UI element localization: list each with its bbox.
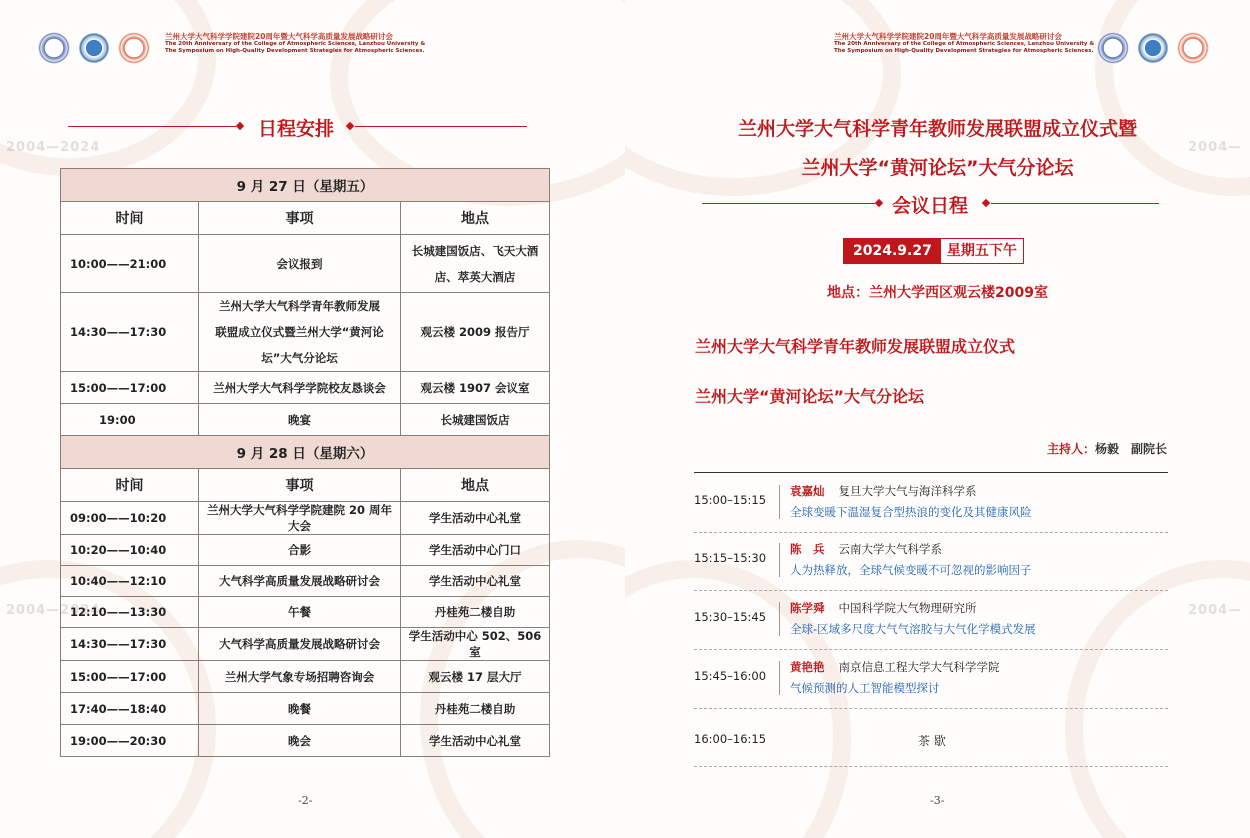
row-item: 大气科学高质量发展战略研讨会 (199, 628, 401, 661)
speaker-affiliation: 云南大学大气科学系 (838, 542, 942, 556)
university-seal-logo (1097, 32, 1129, 64)
talk-time: 15:00–15:15 (694, 493, 767, 507)
row-time: 10:00——21:00 (61, 235, 199, 293)
talk-time: 15:45–16:00 (694, 669, 767, 683)
table-row (61, 693, 550, 725)
talk-divider (779, 661, 780, 695)
row-time: 12:10——13:30 (61, 597, 199, 628)
talk-time: 15:30–15:45 (694, 610, 767, 624)
row-place: 观云楼 17 层大厅 (401, 661, 550, 693)
column-header-time: 时间 (61, 469, 199, 502)
talk-entry (694, 659, 1168, 699)
diamond-icon (982, 199, 990, 207)
talk-topic: 气候预测的人工智能模型探讨 (790, 681, 940, 695)
row-time: 10:40——12:10 (61, 566, 199, 597)
speaker-name: 袁嘉灿 (790, 484, 825, 498)
row-time: 14:30——17:30 (61, 628, 199, 661)
event-header-cn: 兰州大学大气科学学院建院20周年暨大气科学高质量发展战略研讨会 (165, 32, 393, 41)
event-header (834, 32, 1099, 55)
agenda-separator (694, 766, 1168, 767)
event-header (165, 32, 495, 55)
speaker-name: 黄艳艳 (790, 660, 825, 674)
table-row (61, 293, 550, 372)
row-item: 大气科学高质量发展战略研讨会 (199, 566, 401, 597)
row-place: 丹桂苑二楼自助 (401, 597, 550, 628)
event-header-en-1: The 20th Anniversary of the College of Atmospheric Sciences, Lanzhou University & (165, 41, 426, 47)
talk-entry (694, 541, 1168, 581)
subtitle-forum: 兰州大学“黄河论坛”大气分论坛 (695, 387, 925, 406)
tea-break-label: 茶 歇 (918, 734, 946, 748)
table-row (61, 628, 550, 661)
host-label: 主持人： (1046, 442, 1095, 456)
table-row (61, 404, 550, 436)
agenda-separator (694, 532, 1168, 533)
speaker-name: 陈学舜 (790, 601, 825, 615)
forum-title-line-1: 兰州大学大气科学青年教师发展联盟成立仪式暨 (737, 118, 1137, 140)
column-header-place: 地点 (401, 469, 550, 502)
schedule-title: 日程安排 (257, 118, 334, 140)
host-line (1047, 440, 1167, 457)
day-label: 9 月 27 日（星期五） (61, 169, 550, 202)
row-item: 兰州大学气象专场招聘咨询会 (199, 661, 401, 693)
agenda-title: 会议日程 (891, 195, 968, 217)
day-header-row (61, 169, 550, 202)
day-label: 9 月 28 日（星期六） (61, 436, 550, 469)
table-row (61, 372, 550, 404)
talk-speaker (790, 600, 977, 616)
row-place: 学生活动中心门口 (401, 535, 550, 566)
forum-title-line-2: 兰州大学“黄河论坛”大气分论坛 (801, 157, 1074, 179)
row-place: 学生活动中心礼堂 (401, 502, 550, 535)
talk-topic: 人为热释放，全球气候变暖不可忽视的影响因子 (790, 563, 1032, 577)
day-header-row (61, 436, 550, 469)
column-header-row (61, 202, 550, 235)
row-item: 合影 (199, 535, 401, 566)
row-item: 兰州大学大气科学学院校友恳谈会 (199, 372, 401, 404)
column-header-place: 地点 (401, 202, 550, 235)
talk-speaker (790, 483, 977, 499)
page-number: -2- (298, 794, 313, 807)
table-row (61, 597, 550, 628)
row-place: 丹桂苑二楼自助 (401, 693, 550, 725)
column-header-item: 事项 (199, 202, 401, 235)
row-time: 14:30——17:30 (61, 293, 199, 372)
talk-entry (694, 600, 1168, 640)
year-watermark: 2004— (1188, 140, 1243, 155)
row-item: 午餐 (199, 597, 401, 628)
title-rule-right (355, 126, 527, 127)
university-seal-logo (38, 32, 70, 64)
event-header-en-2: The Symposium on High-Quality Development Strategies for Atmospheric Sciences. (834, 48, 1094, 54)
speaker-name: 陈 兵 (790, 542, 825, 556)
college-logo (1137, 32, 1169, 64)
row-place: 学生活动中心 502、506 室 (401, 628, 550, 661)
title-rule-right (991, 203, 1159, 204)
right-page (625, 0, 1250, 838)
event-header-en-1: The 20th Anniversary of the College of Atmospheric Sciences, Lanzhou University & (834, 41, 1095, 47)
row-time: 15:00——17:00 (61, 661, 199, 693)
table-row (61, 235, 550, 293)
host-name: 杨毅 副院长 (1094, 442, 1167, 456)
date-value: 2024.9.27 (844, 239, 941, 263)
row-item: 晚餐 (199, 693, 401, 725)
talk-divider (779, 485, 780, 519)
anniversary-20-logo (118, 32, 150, 64)
row-time: 09:00——10:20 (61, 502, 199, 535)
venue-text: 地点：兰州大学西区观云楼2009室 (827, 285, 1048, 301)
anniversary-20-logo (1177, 32, 1209, 64)
speaker-affiliation: 南京信息工程大学大气科学学院 (838, 660, 1000, 674)
row-time: 10:20——10:40 (61, 535, 199, 566)
table-row (61, 661, 550, 693)
speaker-affiliation: 复旦大学大气与海洋科学系 (838, 484, 977, 498)
row-item: 会议报到 (199, 235, 401, 293)
column-header-row (61, 469, 550, 502)
talk-divider (779, 602, 780, 636)
agenda-top-rule (694, 472, 1168, 473)
table-row (61, 725, 550, 757)
row-item: 兰州大学大气科学青年教师发展联盟成立仪式暨兰州大学“黄河论坛”大气分论坛 (199, 293, 401, 372)
row-place: 长城建国饭店、飞天大酒店、萃英大酒店 (401, 235, 550, 293)
weekday-value: 星期五下午 (946, 243, 1017, 259)
row-item: 晚宴 (199, 404, 401, 436)
table-row (61, 535, 550, 566)
row-place: 学生活动中心礼堂 (401, 725, 550, 757)
year-watermark: 2004—2024 (6, 140, 101, 155)
event-header-cn: 兰州大学大气科学学院建院20周年暨大气科学高质量发展战略研讨会 (834, 32, 1062, 41)
table-row (61, 566, 550, 597)
row-item: 兰州大学大气科学学院建院 20 周年大会 (199, 502, 401, 535)
year-watermark: 2004— (1188, 603, 1243, 618)
table-row (61, 502, 550, 535)
talk-speaker (790, 541, 942, 557)
agenda-separator (694, 590, 1168, 591)
title-rule-left (702, 203, 875, 204)
talk-divider (779, 543, 780, 577)
row-time: 17:40——18:40 (61, 693, 199, 725)
page-number: -3- (930, 794, 945, 807)
talk-speaker (790, 659, 1000, 675)
row-place: 观云楼 2009 报告厅 (401, 293, 550, 372)
row-place: 长城建国饭店 (401, 404, 550, 436)
agenda-separator (694, 708, 1168, 709)
schedule-table (60, 168, 550, 757)
agenda-separator (694, 649, 1168, 650)
college-logo (78, 32, 110, 64)
year-watermark: 2004—2024 (6, 603, 101, 618)
column-header-item: 事项 (199, 469, 401, 502)
row-item: 晚会 (199, 725, 401, 757)
tea-break-time: 16:00–16:15 (694, 732, 767, 746)
column-header-time: 时间 (61, 202, 199, 235)
title-rule-left (68, 126, 236, 127)
talk-topic: 全球-区域多尺度大气气溶胶与大气化学模式发展 (790, 622, 1036, 636)
row-time: 19:00 (61, 404, 199, 436)
talk-time: 15:15–15:30 (694, 551, 767, 565)
talk-entry (694, 483, 1168, 523)
row-time: 19:00——20:30 (61, 725, 199, 757)
row-time: 15:00——17:00 (61, 372, 199, 404)
row-place: 观云楼 1907 会议室 (401, 372, 550, 404)
row-place: 学生活动中心礼堂 (401, 566, 550, 597)
subtitle-ceremony: 兰州大学大气科学青年教师发展联盟成立仪式 (695, 337, 1016, 356)
talk-topic: 全球变暖下温湿复合型热浪的变化及其健康风险 (790, 505, 1032, 519)
speaker-affiliation: 中国科学院大气物理研究所 (838, 601, 977, 615)
date-badge (843, 238, 1024, 264)
event-header-en-2: The Symposium on High-Quality Development Strategies for Atmospheric Sciences. (165, 48, 425, 54)
